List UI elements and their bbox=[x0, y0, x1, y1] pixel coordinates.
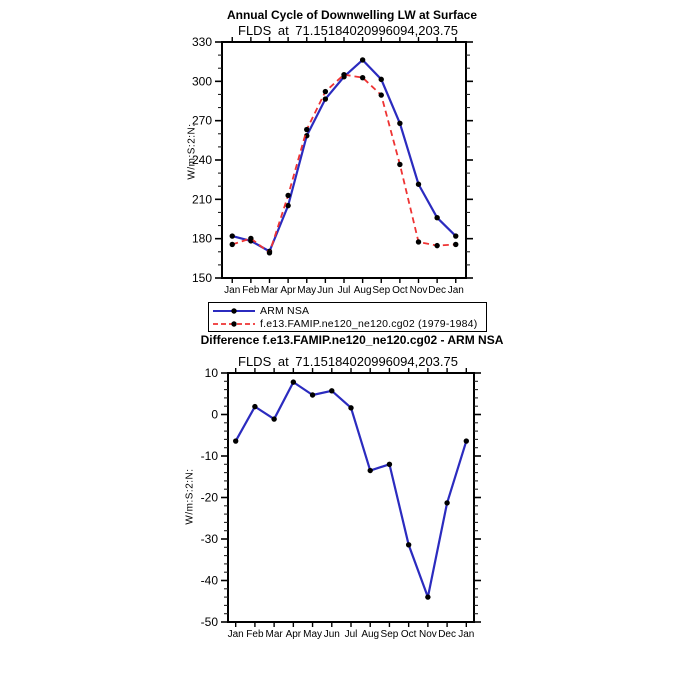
chart-0-series-1-marker bbox=[416, 239, 421, 244]
y-tick-label: -30 bbox=[200, 532, 218, 546]
chart-1-series-0-marker bbox=[387, 462, 392, 467]
top-chart-y-axis-label: W/m:S:2:N: bbox=[186, 123, 198, 180]
bottom-chart-y-axis-label: W/m:S:2:N: bbox=[184, 468, 196, 525]
chart-0-series-1-marker bbox=[360, 75, 365, 80]
x-tick-label: Mar bbox=[265, 629, 283, 640]
x-tick-label: Dec bbox=[428, 285, 447, 296]
x-tick-label: Oct bbox=[400, 629, 417, 640]
legend-line-sample-red-dashed bbox=[212, 319, 256, 329]
chart-0-series-1-marker bbox=[248, 236, 253, 241]
y-tick-label: 300 bbox=[191, 74, 212, 89]
chart-1-series-0-marker bbox=[252, 404, 257, 409]
bottom-chart-subtitle: FLDS at 71.15184020996094,203.75 bbox=[238, 354, 458, 369]
chart-0-series-1-marker bbox=[379, 92, 384, 97]
legend-entry-model bbox=[212, 317, 483, 330]
y-tick-label: -50 bbox=[200, 615, 218, 629]
x-tick-label: Apr bbox=[285, 629, 302, 640]
y-tick-label: 270 bbox=[191, 113, 212, 128]
chart-0-series-0-marker bbox=[360, 57, 365, 62]
chart-0-series-0-marker bbox=[323, 96, 328, 101]
x-tick-label: May bbox=[297, 285, 317, 296]
chart-1-series-0-marker bbox=[425, 594, 430, 599]
x-tick-label: Nov bbox=[418, 629, 437, 640]
chart-0-series-0-marker bbox=[416, 182, 421, 187]
bottom-chart-title: Difference f.e13.FAMIP.ne120_ne120.cg02 - ARM NSA bbox=[200, 333, 504, 347]
chart-0-series-1-marker bbox=[453, 242, 458, 247]
x-tick-label: Mar bbox=[260, 285, 279, 296]
legend-label-model: f.e13.FAMIP.ne120_ne120.cg02 (1979-1984) bbox=[260, 317, 478, 330]
chart-1-series-0-marker bbox=[368, 468, 373, 473]
chart-1-series-0-marker bbox=[464, 438, 469, 443]
x-tick-label: Sep bbox=[380, 629, 399, 640]
x-tick-label: Oct bbox=[392, 285, 408, 296]
chart-0-series-1-line bbox=[232, 75, 456, 253]
chart-1-series-0-marker bbox=[310, 392, 315, 397]
chart-0-series-1-marker bbox=[304, 127, 309, 132]
y-tick-label: 10 bbox=[204, 366, 218, 380]
chart-1-series-0-line bbox=[236, 382, 467, 597]
chart-0-series-0-marker bbox=[434, 215, 439, 220]
y-tick-label: 210 bbox=[191, 192, 212, 207]
x-tick-label: Dec bbox=[438, 629, 456, 640]
x-tick-label: Jan bbox=[447, 285, 464, 296]
top-chart-title: Annual Cycle of Downwelling LW at Surface bbox=[226, 8, 478, 22]
chart-0-series-0-marker bbox=[453, 233, 458, 238]
y-tick-label: -20 bbox=[200, 490, 218, 505]
chart-1-series-0-marker bbox=[406, 542, 411, 547]
y-tick-label: -40 bbox=[200, 573, 218, 588]
x-tick-label: May bbox=[303, 629, 323, 640]
chart-0-series-1-marker bbox=[323, 89, 328, 94]
legend-label-arm-nsa: ARM NSA bbox=[260, 304, 310, 317]
chart-1-series-0-marker bbox=[329, 388, 334, 393]
y-tick-label: 240 bbox=[191, 153, 212, 167]
x-tick-label: Jun bbox=[323, 629, 340, 640]
chart-0-series-0-line bbox=[232, 60, 456, 251]
legend-line-sample-blue bbox=[212, 306, 256, 316]
chart-1-series-0-marker bbox=[291, 379, 296, 384]
x-tick-label: Jul bbox=[344, 629, 358, 640]
y-tick-label: 180 bbox=[191, 231, 212, 246]
y-tick-label: 0 bbox=[211, 407, 218, 422]
y-tick-label: 150 bbox=[191, 271, 212, 285]
legend bbox=[208, 302, 487, 332]
chart-1-series-0-marker bbox=[348, 405, 353, 410]
chart-0-series-1-marker bbox=[267, 250, 272, 255]
y-tick-label: 330 bbox=[191, 35, 212, 49]
chart-0-series-1-marker bbox=[434, 243, 439, 248]
x-tick-label: Jan bbox=[458, 629, 475, 640]
chart-0-series-1-marker bbox=[230, 242, 235, 247]
chart-0-series-0-marker bbox=[397, 121, 402, 126]
chart-1-series-0-marker bbox=[233, 438, 238, 443]
chart-0-series-0-marker bbox=[230, 233, 235, 238]
chart-1-series-0-marker bbox=[271, 416, 276, 421]
x-tick-label: Jul bbox=[337, 285, 351, 296]
x-tick-label: Jan bbox=[224, 285, 241, 296]
chart-1-series-0-marker bbox=[444, 500, 449, 505]
x-tick-label: Nov bbox=[409, 285, 428, 296]
x-tick-label: Sep bbox=[372, 285, 391, 296]
x-tick-label: Aug bbox=[353, 285, 372, 296]
x-tick-label: Feb bbox=[242, 285, 260, 296]
x-tick-label: Jan bbox=[227, 629, 244, 640]
legend-entry-arm-nsa bbox=[212, 304, 483, 317]
x-tick-label: Jun bbox=[317, 285, 334, 296]
top-chart-subtitle: FLDS at 71.15184020996094,203.75 bbox=[238, 23, 458, 38]
x-tick-label: Aug bbox=[361, 629, 380, 640]
x-tick-label: Apr bbox=[280, 285, 296, 296]
x-tick-label: Feb bbox=[246, 629, 264, 640]
chart-0-series-1-marker bbox=[285, 193, 290, 198]
chart-0-series-1-marker bbox=[397, 162, 402, 167]
y-tick-label: -10 bbox=[200, 449, 218, 463]
chart-0-series-0-marker bbox=[379, 77, 384, 82]
chart-0-series-1-marker bbox=[341, 72, 346, 77]
